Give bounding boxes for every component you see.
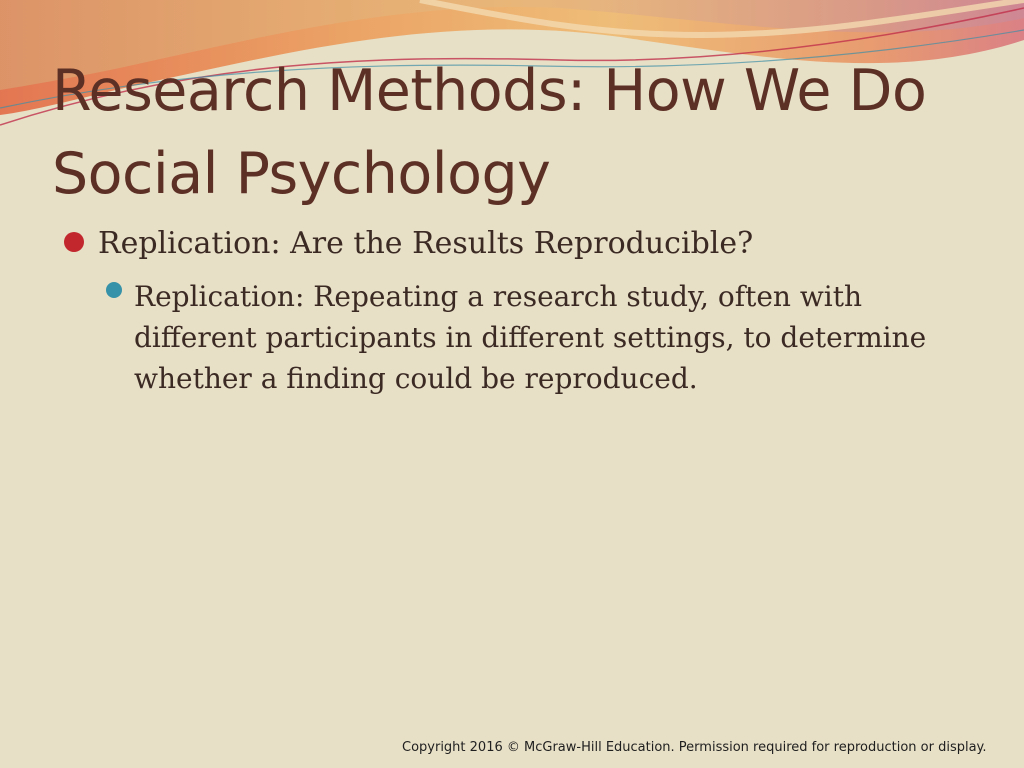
bullet-level-1-text: Replication: Are the Results Reproducible? (98, 226, 754, 261)
red-bullet-icon (64, 232, 84, 252)
teal-bullet-icon (106, 282, 122, 298)
bullet-list (64, 224, 984, 399)
bullet-level-2 (134, 276, 964, 399)
bullet-level-2-text: Replication: Repeating a research study, often with different participants in different settings, to determine whether a finding could be reproduced. (134, 280, 927, 395)
copyright-footer: Copyright 2016 © McGraw-Hill Education. Permission required for reproduction or display. (402, 740, 987, 755)
bullet-level-1 (64, 224, 984, 264)
slide-title: Research Methods: How We Do Social Psychology (52, 58, 927, 207)
